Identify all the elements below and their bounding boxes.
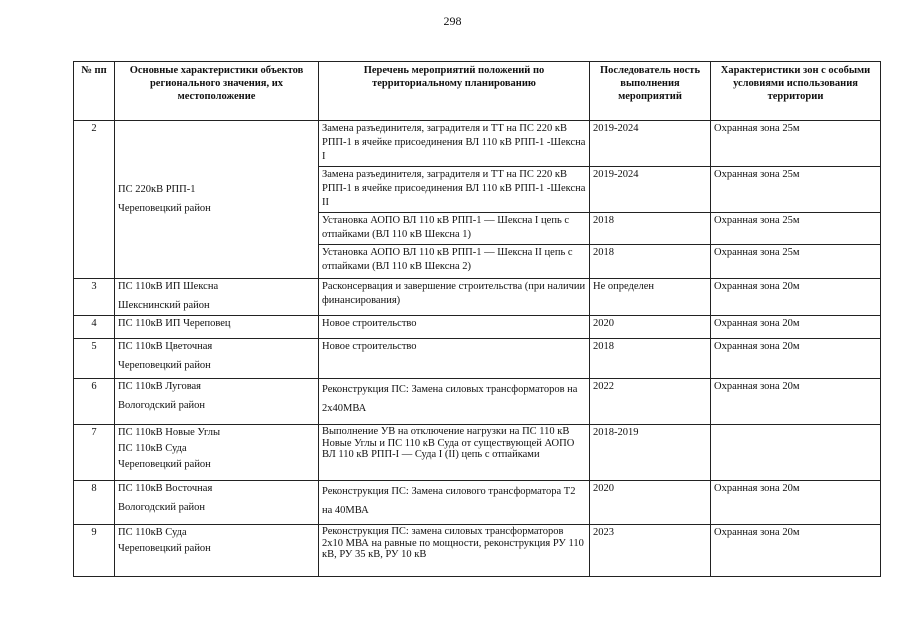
planning-table xyxy=(73,61,881,577)
table-row xyxy=(74,339,881,379)
object-location: Вологодский район xyxy=(118,400,205,411)
zone-cell: Охранная зона 25м xyxy=(711,213,881,245)
header-object: Основные характеристики объектов регионального значения, их местоположение xyxy=(115,62,319,121)
sequence-cell: 2020 xyxy=(590,481,711,525)
object-cell xyxy=(115,525,319,577)
sequence-cell: 2018-2019 xyxy=(590,425,711,481)
zone-cell: Охранная зона 20м xyxy=(711,481,881,525)
object-name: ПС 110кВ Цветочная xyxy=(118,341,213,352)
measure-cell: Расконсервация и завершение строительства (при наличии финансирования) xyxy=(319,279,590,316)
header-num: № пп xyxy=(74,62,115,121)
zone-cell: Охранная зона 20м xyxy=(711,279,881,316)
object-cell xyxy=(115,279,319,316)
measure-cell: Реконструкция ПС: Замена силового трансформатора Т2 на 40МВА xyxy=(319,481,590,525)
object-location: Шекснинский район xyxy=(118,300,210,311)
measure-cell: Выполнение УВ на отключение нагрузки на ПС 110 кВ Новые Углы и ПС 110 кВ Суда от существующей АОПО ВЛ 110 кВ РПП-I — Суда I (II) цепь с отпайками xyxy=(319,425,590,481)
row-number: 9 xyxy=(74,525,115,577)
object-location: Череповецкий район xyxy=(118,543,211,554)
sequence-cell: 2018 xyxy=(590,245,711,279)
object-location: Вологодский район xyxy=(118,502,205,513)
table-row xyxy=(74,425,881,481)
zone-cell xyxy=(711,425,881,481)
sequence-cell: 2019-2024 xyxy=(590,121,711,167)
measure-cell: Установка АОПО ВЛ 110 кВ РПП-1 — Шексна I цепь с отпайками (ВЛ 110 кВ Шексна 1) xyxy=(319,213,590,245)
object-name: ПС 110кВ Восточная xyxy=(118,483,213,494)
zone-cell: Охранная зона 20м xyxy=(711,525,881,577)
row-number: 3 xyxy=(74,279,115,316)
table-row xyxy=(74,481,881,525)
object-cell xyxy=(115,481,319,525)
measure-cell: Новое строительство xyxy=(319,339,590,379)
measure-cell: Реконструкция ПС: замена силовых трансформаторов 2х10 МВА на равные по мощности, реконструкция РУ 110 кВ, РУ 35 кВ, РУ 10 кВ xyxy=(319,525,590,577)
table-row xyxy=(74,525,881,577)
sequence-cell: 2020 xyxy=(590,316,711,339)
sequence-cell: 2023 xyxy=(590,525,711,577)
sequence-cell: 2019-2024 xyxy=(590,167,711,213)
object-cell xyxy=(115,339,319,379)
zone-cell: Охранная зона 20м xyxy=(711,339,881,379)
object-name: ПС 220кВ РПП-1 xyxy=(118,184,196,195)
object-name: ПС 110кВ Суда xyxy=(118,443,187,454)
zone-cell: Охранная зона 20м xyxy=(711,316,881,339)
table-row xyxy=(74,316,881,339)
row-number: 2 xyxy=(74,121,115,279)
object-cell xyxy=(115,121,319,279)
object-location: Череповецкий район xyxy=(118,459,211,470)
object-cell xyxy=(115,425,319,481)
zone-cell: Охранная зона 20м xyxy=(711,379,881,425)
row-number: 7 xyxy=(74,425,115,481)
table-row xyxy=(74,379,881,425)
measure-cell: Установка АОПО ВЛ 110 кВ РПП-1 — Шексна II цепь с отпайками (ВЛ 110 кВ Шексна 2) xyxy=(319,245,590,279)
measure-cell: Новое строительство xyxy=(319,316,590,339)
header-measures: Перечень мероприятий положений по территориальному планированию xyxy=(319,62,590,121)
sequence-cell: Не определен xyxy=(590,279,711,316)
table-header-row xyxy=(74,62,881,121)
zone-cell: Охранная зона 25м xyxy=(711,121,881,167)
object-cell xyxy=(115,379,319,425)
object-name: ПС 110кВ Луговая xyxy=(118,381,202,392)
zone-cell: Охранная зона 25м xyxy=(711,245,881,279)
row-number: 4 xyxy=(74,316,115,339)
measure-cell: Замена разъединителя, заградителя и ТТ на ПС 220 кВ РПП-1 в ячейке присоединения ВЛ 110 кВ РПП-1 -Шексна II xyxy=(319,167,590,213)
row-number: 8 xyxy=(74,481,115,525)
object-location: Череповецкий район xyxy=(118,203,211,214)
object-name: ПС 110кВ Суда xyxy=(118,527,187,538)
measure-cell: Реконструкция ПС: Замена силовых трансформаторов на 2х40МВА xyxy=(319,379,590,425)
object-location: Череповецкий район xyxy=(118,360,211,371)
sequence-cell: 2018 xyxy=(590,213,711,245)
table-row xyxy=(74,121,881,167)
sequence-cell: 2022 xyxy=(590,379,711,425)
object-name: ПС 110кВ Новые Углы xyxy=(118,427,221,438)
sequence-cell: 2018 xyxy=(590,339,711,379)
header-zones: Характеристики зон с особыми условиями использования территории xyxy=(711,62,881,121)
object-name: ПС 110кВ ИП Шексна xyxy=(118,281,219,292)
object-name: ПС 110кВ ИП Череповец xyxy=(118,318,231,329)
row-number: 6 xyxy=(74,379,115,425)
object-cell xyxy=(115,316,319,339)
row-number: 5 xyxy=(74,339,115,379)
table-row xyxy=(74,279,881,316)
page-number: 298 xyxy=(443,14,462,28)
measure-cell: Замена разъединителя, заградителя и ТТ на ПС 220 кВ РПП-1 в ячейке присоединения ВЛ 110 кВ РПП-1 -Шексна I xyxy=(319,121,590,167)
zone-cell: Охранная зона 25м xyxy=(711,167,881,213)
header-sequence: Последователь ность выполнения мероприятий xyxy=(590,62,711,121)
